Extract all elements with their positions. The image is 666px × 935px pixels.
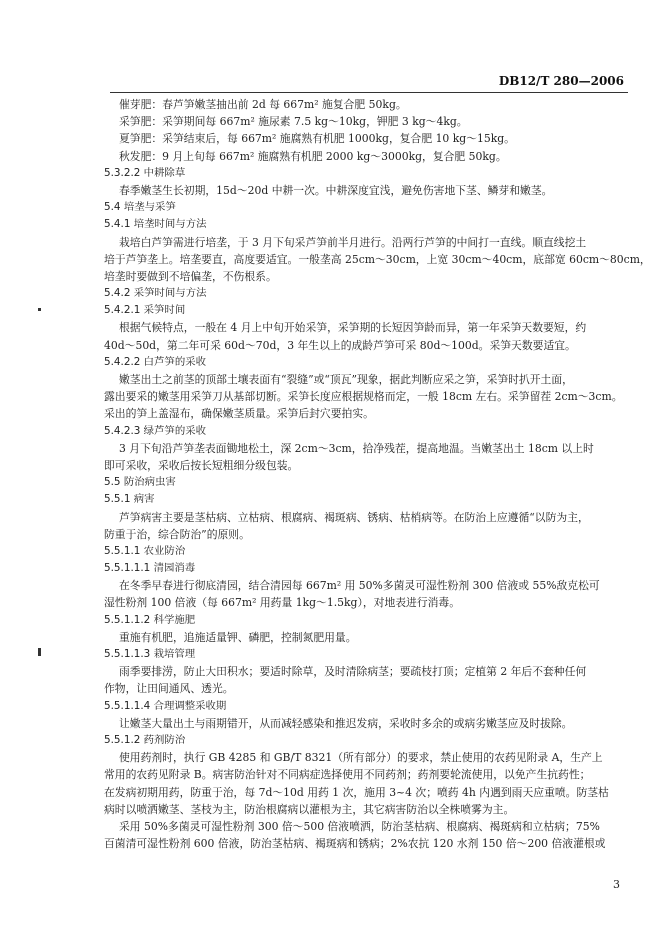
section-heading: 5.4.2.1 采笋时间 [104,304,186,317]
section-heading: 5.5.1.2 药剂防治 [104,733,186,746]
paragraph-line: 在冬季早春进行彻底清园，结合清园每 667m² 用 50%多菌灵可湿性粉剂 300 倍液或 55%敌克松可 [119,579,600,593]
paragraph-line: 根据气候特点，一般在 4 月上中旬开始采笋，采笋期的长短因笋龄而异，第一年采笋天数要短，约 [119,321,587,335]
paragraph-line: 夏笋肥：采笋结束后，每 667m² 施腐熟有机肥 1000kg，复合肥 10 kg～15kg。 [119,132,515,146]
section-heading: 5.5.1.1.3 栽培管理 [104,648,196,660]
scan-mark [38,308,41,311]
header-rule [110,92,628,93]
paragraph-line: 栽培白芦笋需进行培垄，于 3 月下旬采芦笋前半月进行。沿两行芦笋的中间打一直线。顺直线挖土 [119,235,587,249]
section-heading: 5.4 培垄与采笋 [104,201,176,214]
section-heading: 5.4.2 采笋时间与方法 [104,287,207,300]
section-heading: 5.4.2.2 白芦笋的采收 [104,355,206,368]
paragraph-line: 嫩茎出土之前茎的顶部土壤表面有“裂缝”或“顶瓦”现象，据此判断应采之笋，采笋时扒开土面， [119,373,573,386]
document-code-header: DB12/T 280—2006 [498,74,624,88]
paragraph-line: 百菌清可湿性粉剂 600 倍液，防治茎枯病、褐斑病和锈病；2%农抗 120 水剂 150 倍～200 倍液灌根或 [104,837,606,851]
section-heading: 5.5.1.1.2 科学施肥 [104,613,196,626]
paragraph-line: 芦笋病害主要是茎枯病、立枯病、根腐病、褐斑病、锈病、枯梢病等。在防治上应遵循“以防为主， [119,510,589,524]
paragraph-line: 3 月下旬沿芦笋垄表面锄地松土，深 2cm～3cm，拾净残茬，提高地温。当嫩茎出土 18cm 以上时 [119,441,594,455]
paragraph-line: 作物，让田间通风、透光。 [104,682,234,696]
paragraph-line: 防重于治，综合防治”的原则。 [104,527,250,541]
paragraph-line: 催芽肥：春芦笋嫩茎抽出前 2d 每 667m² 施复合肥 50kg。 [119,98,407,111]
document-body [0,96,666,852]
paragraph-line: 即可采收，采收后按长短粗细分级包装。 [104,458,299,472]
section-heading: 5.3.2.2 中耕除草 [104,166,186,179]
scan-mark [38,648,41,656]
paragraph-line: 秋发肥：9 月上旬每 667m² 施腐熟有机肥 2000 kg～3000kg，复合肥 50kg。 [119,149,507,163]
section-heading: 5.5.1.1 农业防治 [104,544,186,557]
section-heading: 5.5.1.1.1 清园消毒 [104,562,196,575]
paragraph-line: 湿性粉剂 100 倍液（每 667m² 用药量 1kg～1.5kg），对地表进行消毒。 [104,596,461,610]
paragraph-line: 采笋肥：采笋期间每 667m² 施尿素 7.5 kg～10kg，钾肥 3 kg～4kg。 [119,115,468,129]
section-heading: 5.5.1 病害 [104,493,155,506]
page-number: 3 [613,878,620,891]
paragraph-line: 培垄时要做到不培偏垄，不伤根系。 [104,269,277,283]
paragraph-line: 使用药剂时，执行 GB 4285 和 GB/T 8321（所有部分）的要求，禁止使用的农药见附录 A，生产上 [119,751,603,765]
section-heading: 5.4.1 培垄时间与方法 [104,218,207,231]
paragraph-line: 40d～50d，第二年可采 60d～70d，3 年生以上的成龄芦笋可采 80d～100d。采笋天数要适宜。 [104,338,576,352]
paragraph-line: 病时以喷洒嫩茎、茎枝为主，防治根腐病以灌根为主，其它病害防治以全株喷雾为主。 [104,802,515,816]
section-heading: 5.5 防治病虫害 [104,476,176,489]
paragraph-line: 露出要采的嫩茎用采笋刀从基部切断。采笋长度应根据规格而定，一般 18cm 左右。采笋留茬 2cm～3cm。 [104,390,623,404]
paragraph-line: 采出的笋上盖湿布，确保嫩茎质量。采笋后封穴要拍实。 [104,407,374,421]
paragraph-line: 在发病初期用药，防重于治，每 7d～10d 用药 1 次，施用 3~4 次；喷药 4h 内遇到雨天应重喷。防茎枯 [104,785,609,799]
section-heading: 5.5.1.1.4 合理调整采收期 [104,699,227,712]
paragraph-line: 春季嫩茎生长初期，15d～20d 中耕一次。中耕深度宜浅，避免伤害地下茎、鳞芽和嫩茎。 [119,183,553,197]
paragraph-line: 采用 50%多菌灵可湿性粉剂 300 倍～500 倍液喷洒，防治茎枯病、根腐病、褐斑病和立枯病；75% [119,819,600,833]
paragraph-line: 常用的农药见附录 B。病害防治针对不同病症选择使用不同药剂；药剂要轮流使用，以免产生抗药性； [104,768,591,782]
paragraph-line: 让嫩茎大量出土与雨期错开，从而减轻感染和推迟发病，采收时多余的或病劣嫩茎应及时拔除。 [119,716,573,730]
paragraph-line: 培于芦笋垄上。培垄要直，高度要适宜。一般垄高 25cm～30cm，上宽 30cm～40cm，底部宽 60cm～80cm， [104,252,651,266]
section-heading: 5.4.2.3 绿芦笋的采收 [104,424,206,437]
paragraph-line: 雨季要排涝，防止大田积水；要适时除草，及时清除病茎；要疏枝打顶；定植第 2 年后不套种任何 [119,665,587,679]
paragraph-line: 重施有机肥，追施适量钾、磷肥，控制氮肥用量。 [119,630,357,644]
